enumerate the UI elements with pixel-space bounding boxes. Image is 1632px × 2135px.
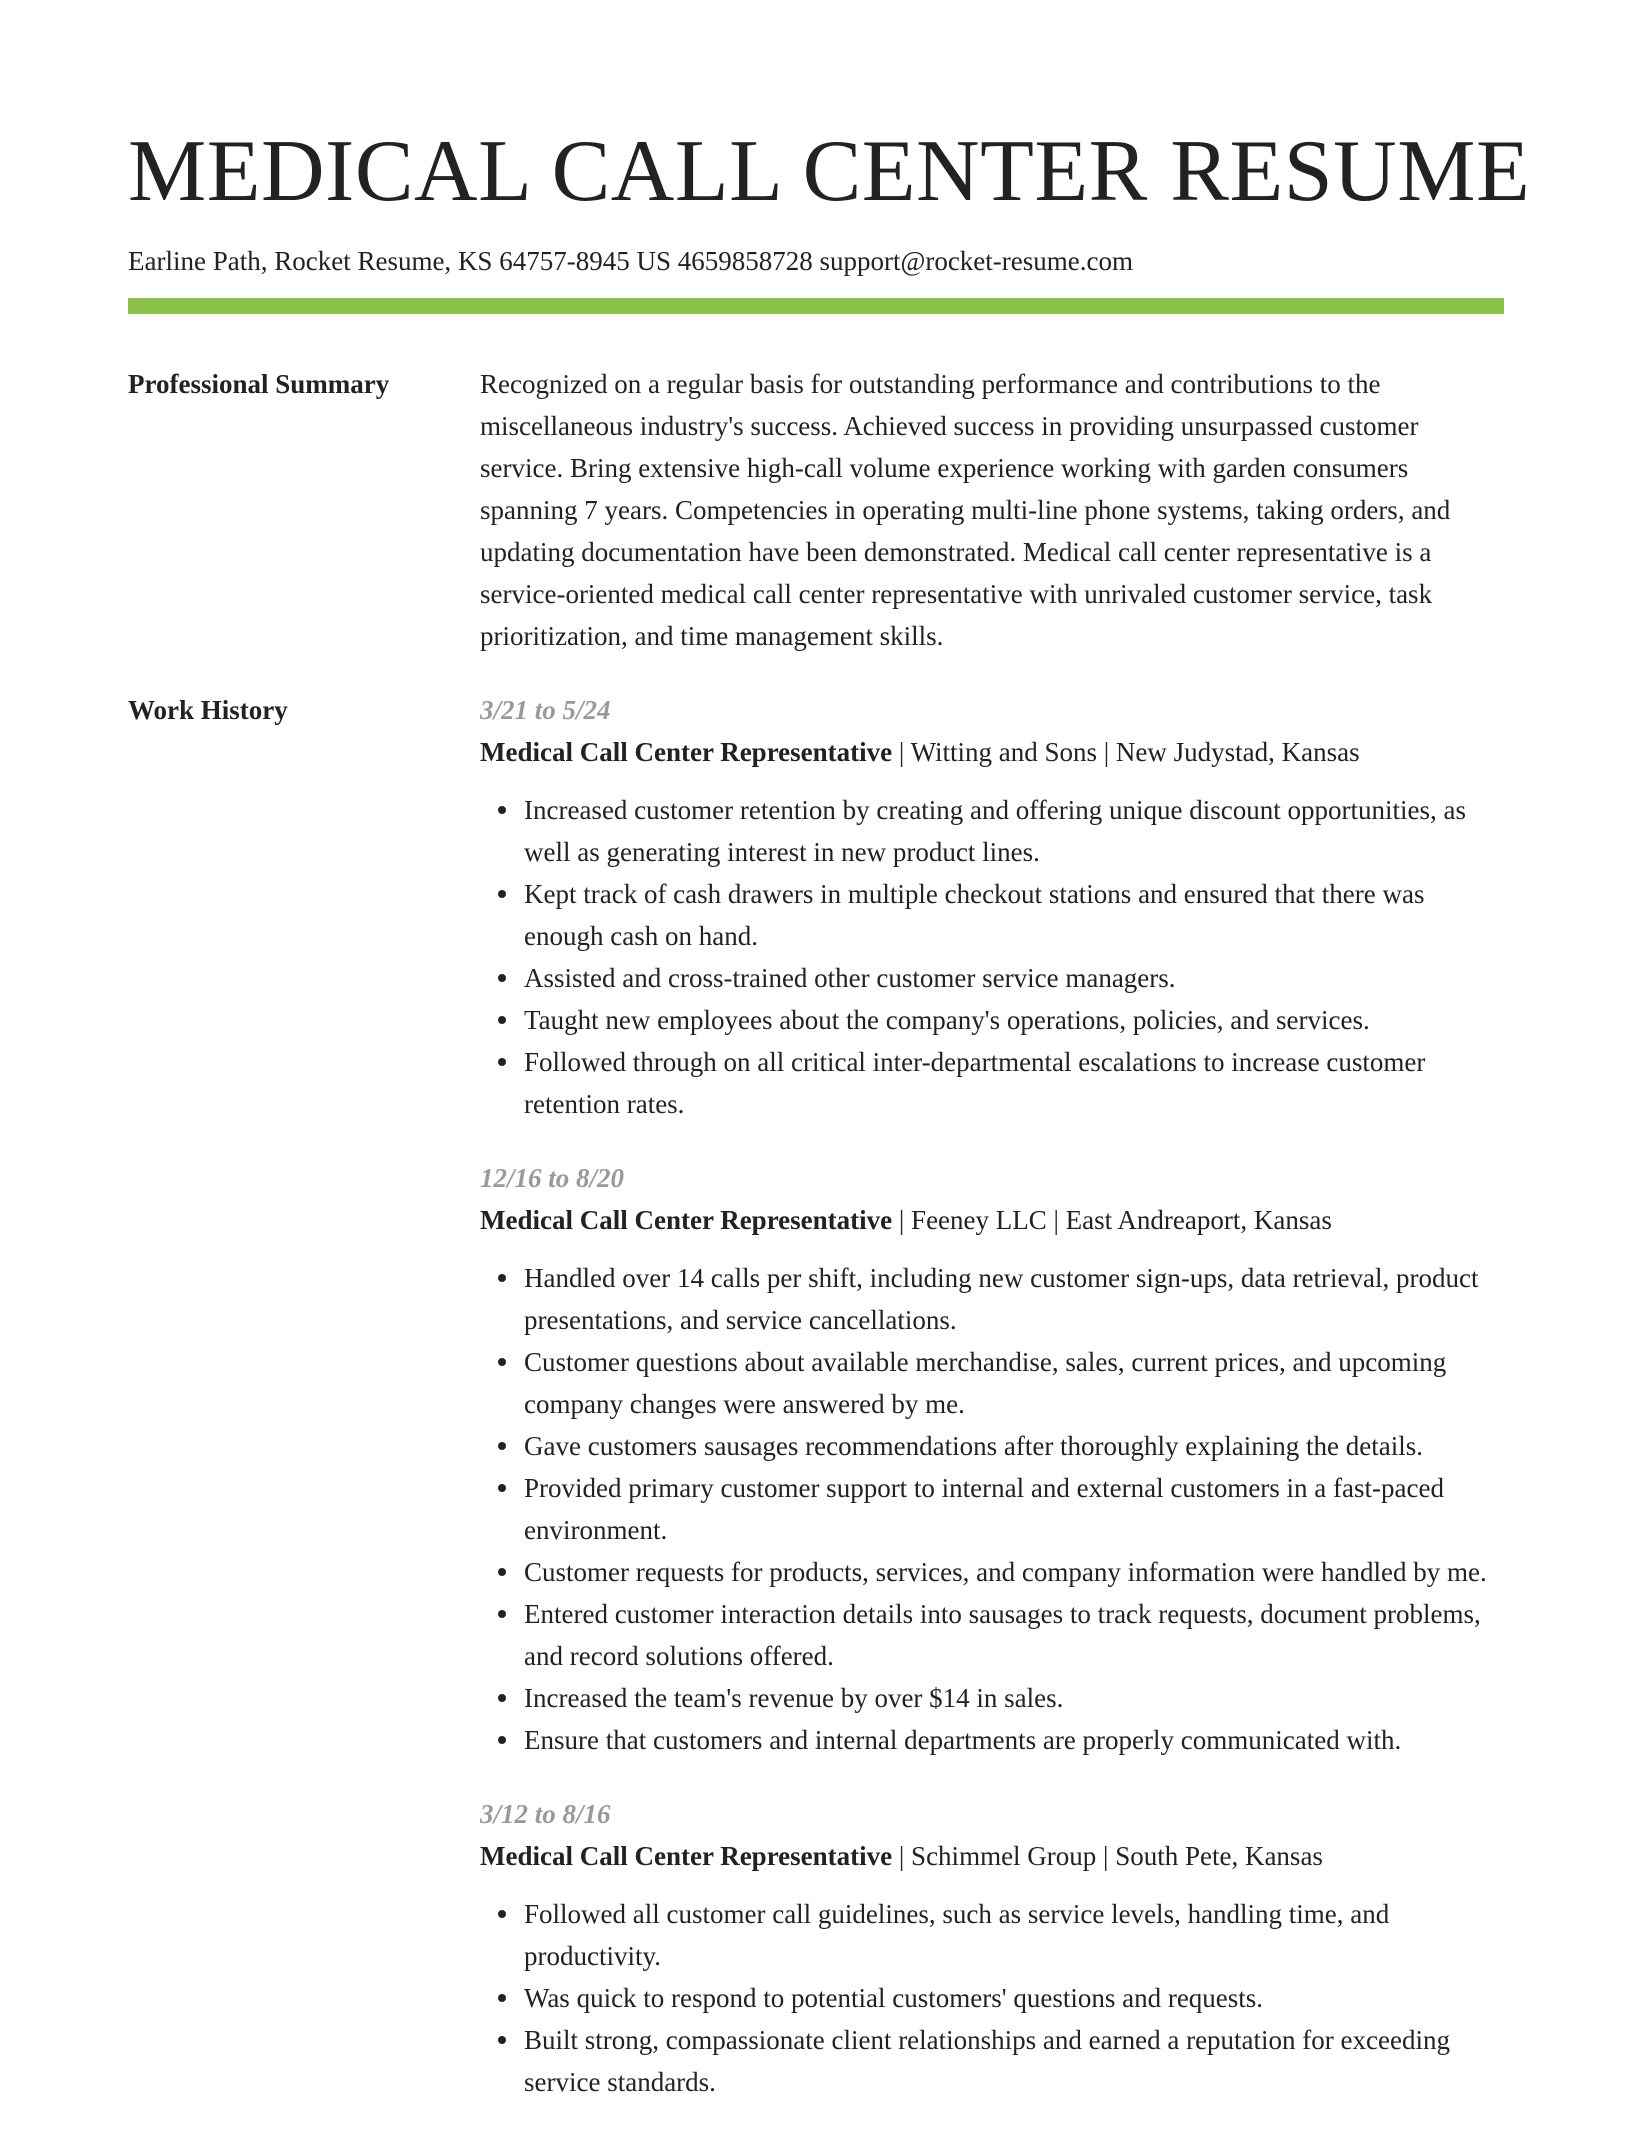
contact-email: support@rocket-resume.com [819,246,1133,276]
job-bullet-list [480,1257,1504,1761]
job-title-line [480,1199,1504,1241]
contact-street: Earline Path, [128,246,268,276]
job-bullet: Kept track of cash drawers in multiple checkout stations and ensured that there was enough cash on hand. [524,873,1504,957]
job-bullet: Ensure that customers and internal departments are properly communicated with. [524,1719,1504,1761]
work-history-heading: Work History [128,695,288,725]
job-title-line [480,1835,1504,1877]
job-dates: 3/21 to 5/24 [480,695,611,725]
job-bullet: Handled over 14 calls per shift, including new customer sign-ups, data retrieval, product presentations, and service cancellations. [524,1257,1504,1341]
job-bullet: Customer requests for products, services, and company information were handled by me. [524,1551,1504,1593]
job-bullet: Taught new employees about the company's operations, policies, and services. [524,999,1504,1041]
job-bullet-list [480,789,1504,1125]
job-title-line [480,731,1504,773]
job-entry [480,689,1504,1125]
work-history-section [128,689,1504,2135]
summary-body [480,363,1504,657]
job-title: Medical Call Center Representative [480,1205,893,1235]
summary-section [128,363,1504,657]
contact-country: US [636,246,671,276]
job-bullet: Gave customers sausages recommendations after thoroughly explaining the details. [524,1425,1504,1467]
work-history-list [480,689,1504,2135]
job-company-location: | Witting and Sons | New Judystad, Kansas [892,737,1360,767]
job-bullet: Increased customer retention by creating and offering unique discount opportunities, as well as generating interest in new product lines. [524,789,1504,873]
header-divider [128,298,1504,314]
contact-state-zip: KS 64757-8945 [457,246,630,276]
contact-city: Rocket Resume, [274,246,452,276]
contact-phone: 4659858728 [677,246,813,276]
job-bullet: Increased the team's revenue by over $14 in sales. [524,1677,1504,1719]
job-bullet: Customer questions about available merchandise, sales, current prices, and upcoming company changes were answered by me. [524,1341,1504,1425]
job-bullet: Assisted and cross-trained other customer service managers. [524,957,1504,999]
job-dates: 3/12 to 8/16 [480,1799,611,1829]
job-entry [480,1157,1504,1761]
contact-line [128,244,1504,278]
job-title: Medical Call Center Representative [480,737,893,767]
job-bullet: Was quick to respond to potential customers' questions and requests. [524,1977,1504,2019]
job-bullet: Provided primary customer support to internal and external customers in a fast-paced environment. [524,1467,1504,1551]
job-entry [480,1793,1504,2103]
resume-page [128,0,1531,2135]
summary-text: Recognized on a regular basis for outstanding performance and contributions to the miscellaneous industry's success. Achieved success in providing unsurpassed customer service. Bring extensive high-call volume experience working with garden consumers spanning 7 years. Competencies in operating multi-line phone systems, taking orders, and updating documentation have been demonstrated. Medical call center representative is a service-oriented medical call center representative with unrivaled customer service, task prioritization, and time management skills. [480,369,1451,651]
job-bullet: Followed through on all critical inter-departmental escalations to increase customer retention rates. [524,1041,1504,1125]
job-company-location: | Feeney LLC | East Andreaport, Kansas [892,1205,1332,1235]
job-bullet: Entered customer interaction details into sausages to track requests, document problems, and record solutions offered. [524,1593,1504,1677]
job-bullet: Followed all customer call guidelines, such as service levels, handling time, and productivity. [524,1893,1504,1977]
job-company-location: | Schimmel Group | South Pete, Kansas [892,1841,1323,1871]
summary-heading: Professional Summary [128,369,390,399]
job-bullet-list [480,1893,1504,2103]
job-dates: 12/16 to 8/20 [480,1163,625,1193]
resume-title: MEDICAL CALL CENTER RESUME [128,123,1531,220]
job-bullet: Built strong, compassionate client relationships and earned a reputation for exceeding service standards. [524,2019,1504,2103]
job-title: Medical Call Center Representative [480,1841,893,1871]
